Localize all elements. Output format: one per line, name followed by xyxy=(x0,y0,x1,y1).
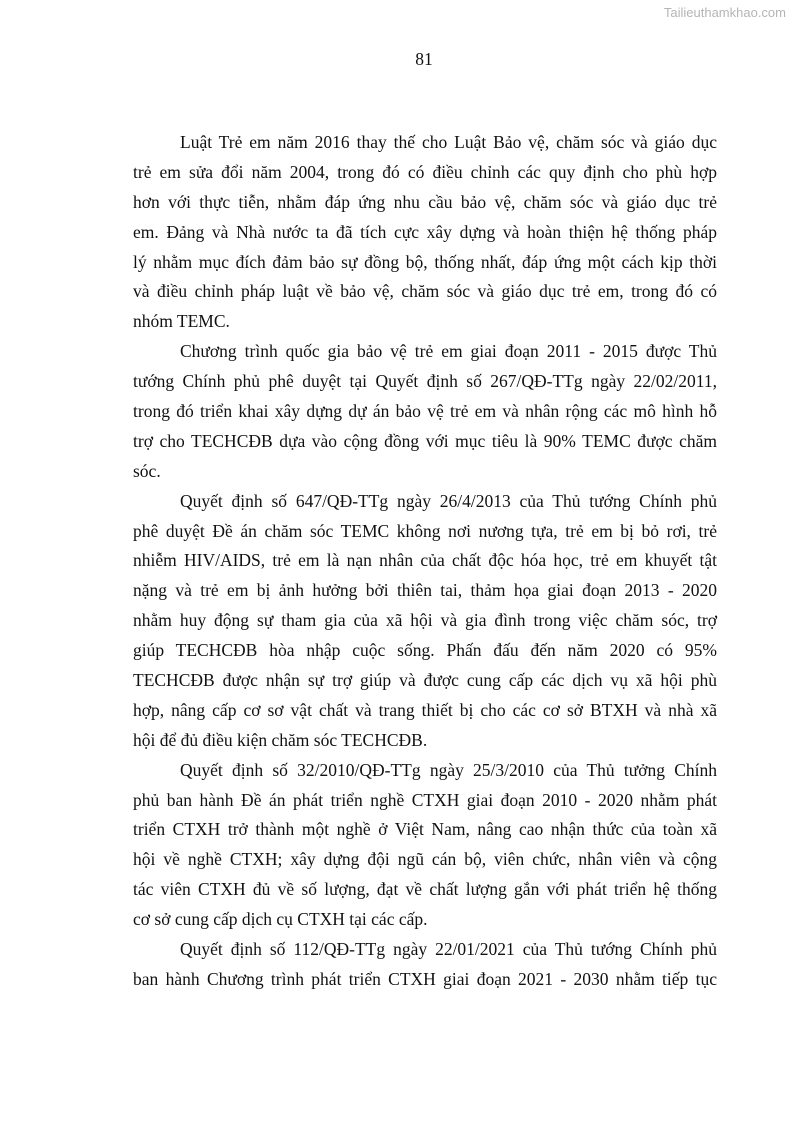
text-line: ban hành Chương trình phát triển CTXH giai đoạn 2021 - 2030 nhằm tiếp tục xyxy=(133,968,717,989)
text-line: và điều chỉnh pháp luật về bảo vệ, chăm sóc và giáo dục trẻ em, trong đó có xyxy=(133,281,717,302)
document-body xyxy=(133,128,717,995)
text-line: hội để đủ điều kiện chăm sóc TECHCĐB. xyxy=(133,729,428,750)
text-line: nhóm TEMC. xyxy=(133,311,230,332)
text-line: triển CTXH trở thành một nghề ở Việt Nam, nâng cao nhận thức của toàn xã xyxy=(133,819,717,840)
text-line: tác viên CTXH đủ về số lượng, đạt về chất lượng gắn với phát triển hệ thống xyxy=(133,879,717,900)
text-line: TECHCĐB được nhận sự trợ giúp và được cung cấp các dịch vụ xã hội phù xyxy=(133,670,717,691)
text-line: sóc. xyxy=(133,460,161,481)
text-line: Quyết định số 647/QĐ-TTg ngày 26/4/2013 của Thủ tướng Chính phủ xyxy=(180,490,717,511)
text-line: phê duyệt Đề án chăm sóc TEMC không nơi nương tựa, trẻ em bị bỏ rơi, trẻ xyxy=(133,520,717,541)
page-number: 81 xyxy=(415,49,433,69)
text-line: Luật Trẻ em năm 2016 thay thế cho Luật Bảo vệ, chăm sóc và giáo dục xyxy=(180,132,717,152)
text-line: Quyết định số 112/QĐ-TTg ngày 22/01/2021 của Thủ tướng Chính phủ xyxy=(180,939,717,960)
text-line: nặng và trẻ em bị ảnh hưởng bởi thiên tai, thảm họa giai đoạn 2013 - 2020 xyxy=(133,580,717,601)
text-line: lý nhằm mục đích đảm bảo sự đồng bộ, thống nhất, đáp ứng một cách kịp thời xyxy=(133,251,717,272)
text-line: tướng Chính phủ phê duyệt tại Quyết định số 267/QĐ-TTg ngày 22/02/2011, xyxy=(133,371,717,392)
text-line: giúp TECHCĐB hòa nhập cuộc sống. Phấn đấu đến năm 2020 có 95% xyxy=(133,640,717,661)
text-line: nhằm huy động sự tham gia của xã hội và gia đình trong việc chăm sóc, trợ xyxy=(133,610,717,631)
text-line: cơ sở cung cấp dịch cụ CTXH tại các cấp. xyxy=(133,909,428,930)
paragraph xyxy=(133,128,717,337)
text-line: Chương trình quốc gia bảo vệ trẻ em giai đoạn 2011 - 2015 được Thủ xyxy=(180,341,717,362)
text-line: trong đó triển khai xây dựng dự án bảo vệ trẻ em và nhân rộng các mô hình hỗ xyxy=(133,401,717,422)
text-line: phủ ban hành Đề án phát triển nghề CTXH giai đoạn 2010 - 2020 nhằm phát xyxy=(133,789,717,810)
text-line: nhiễm HIV/AIDS, trẻ em là nạn nhân của chất độc hóa học, trẻ em khuyết tật xyxy=(133,550,717,571)
text-line: Quyết định số 32/2010/QĐ-TTg ngày 25/3/2010 của Thủ tưởng Chính xyxy=(180,759,717,780)
paragraph xyxy=(133,756,717,935)
text-line: trẻ em sửa đổi năm 2004, trong đó có điều chỉnh các quy định cho phù hợp xyxy=(133,161,717,182)
paragraph xyxy=(133,935,717,995)
paragraph xyxy=(133,487,717,756)
text-line: hội về nghề CTXH; xây dựng đội ngũ cán bộ, viên chức, nhân viên và cộng xyxy=(133,849,717,870)
text-line: em. Đảng và Nhà nước ta đã tích cực xây dựng và hoàn thiện hệ thống pháp xyxy=(133,221,717,242)
paragraph xyxy=(133,337,717,486)
watermark: Tailieuthamkhao.com xyxy=(663,5,786,20)
text-line: hơn với thực tiễn, nhằm đáp ứng nhu cầu bảo vệ, chăm sóc và giáo dục trẻ xyxy=(133,191,717,212)
text-line: trợ cho TECHCĐB dựa vào cộng đồng với mục tiêu là 90% TEMC được chăm xyxy=(133,430,717,451)
text-line: hợp, nâng cấp cơ sơ vật chất và trang thiết bị cho các cơ sở BTXH và nhà xã xyxy=(133,699,717,720)
